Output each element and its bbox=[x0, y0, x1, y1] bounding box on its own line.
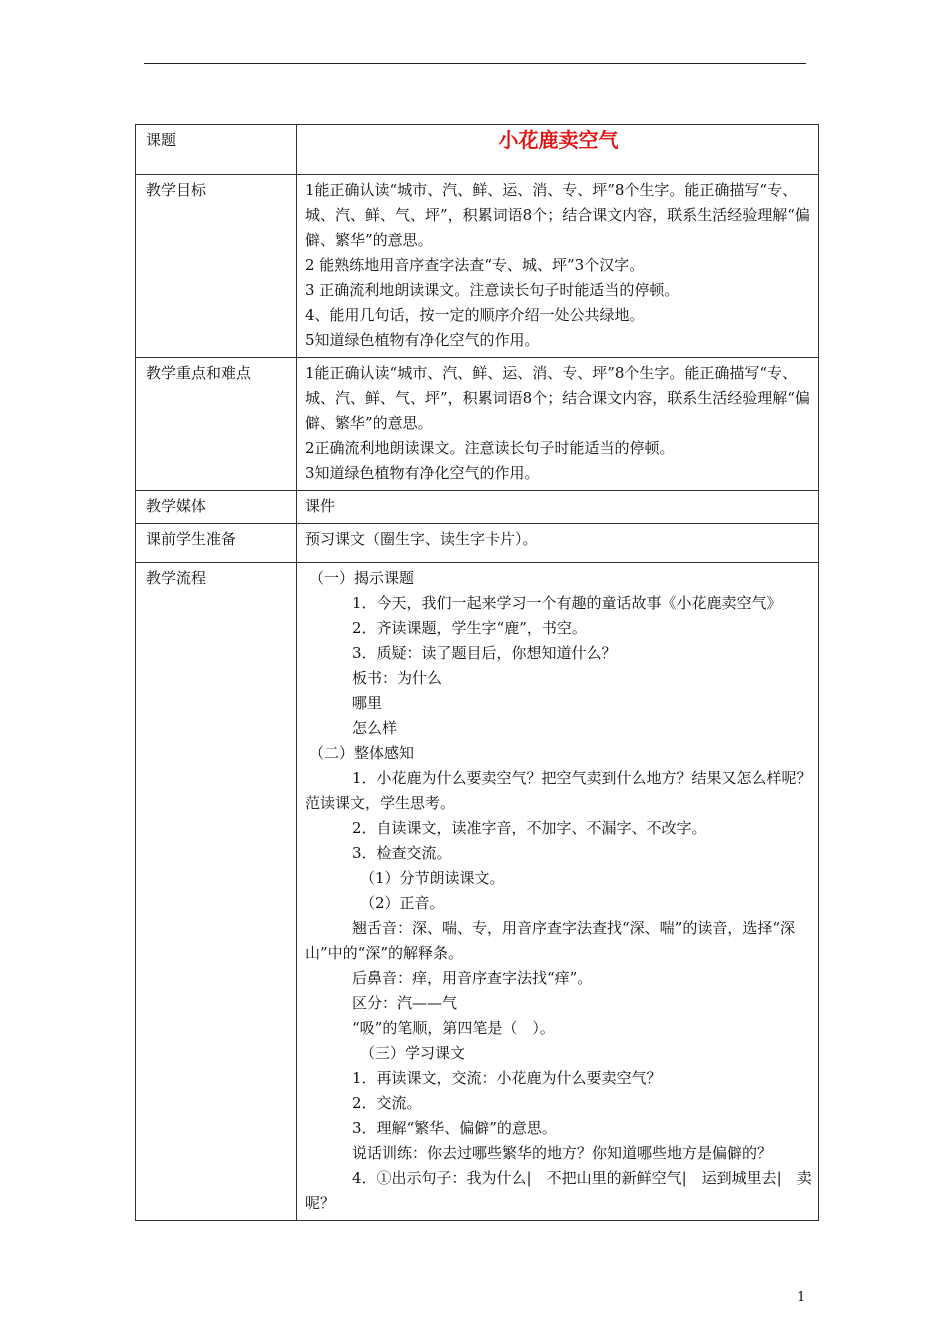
process-line: 1．小花鹿为什么要卖空气？把空气卖到什么地方？结果又怎么样呢？范读课文，学生思考。 bbox=[305, 769, 812, 812]
lesson-title-cell bbox=[297, 125, 819, 175]
process-line: 2．齐读课题，学生字“鹿”，书空。 bbox=[352, 619, 587, 637]
section-heading: （二）整体感知 bbox=[309, 744, 415, 762]
label-process: 教学流程 bbox=[136, 563, 297, 1221]
process-line: 哪里 bbox=[352, 694, 383, 712]
section-heading: （三）学习课文 bbox=[360, 1044, 466, 1062]
label-topic: 课题 bbox=[136, 125, 297, 175]
process-line: 翘舌音：深、喘、专，用音序查字法查找“深、喘”的读音，选择“深山”中的“深”的解释条。 bbox=[305, 919, 796, 962]
process-line: 说话训练：你去过哪些繁华的地方？你知道哪些地方是偏僻的？ bbox=[352, 1144, 773, 1162]
row-goals bbox=[136, 175, 819, 358]
row-process bbox=[136, 563, 819, 1221]
lesson-plan-table bbox=[135, 124, 819, 1221]
process-line: 1．今天，我们一起来学习一个有趣的童话故事《小花鹿卖空气》 bbox=[352, 594, 782, 612]
media-value: 课件 bbox=[297, 491, 819, 524]
goal-item: 2 能熟练地用音序查字法查“专、城、坪”3个汉字。 bbox=[305, 256, 645, 274]
row-topic bbox=[136, 125, 819, 175]
page-number: 1 bbox=[797, 1290, 806, 1305]
row-prep bbox=[136, 524, 819, 563]
label-key-points: 教学重点和难点 bbox=[136, 358, 297, 491]
row-media bbox=[136, 491, 819, 524]
process-line: “吸”的笔顺，第四笔是（ ）。 bbox=[352, 1019, 555, 1037]
process-line: 2．自读课文，读准字音，不加字、不漏字、不改字。 bbox=[352, 819, 707, 837]
label-goals: 教学目标 bbox=[136, 175, 297, 358]
process-line: 1．再读课文，交流：小花鹿为什么要卖空气？ bbox=[352, 1069, 662, 1087]
process-line: 板书：为什么 bbox=[352, 669, 443, 687]
key-point-item: 2正确流利地朗读课文。注意读长句子时能适当的停顿。 bbox=[305, 439, 675, 457]
process-line: 4．①出示句子：我为什么| 不把山里的新鲜空气| 运到城里去| 卖呢？ bbox=[305, 1169, 812, 1212]
goal-item: 1能正确认读“城市、汽、鲜、运、消、专、坪”8个生字。能正确描写“专、城、汽、鲜、气、坪”，积累词语8个；结合课文内容，联系生活经验理解“偏僻、繁华”的意思。 bbox=[305, 181, 810, 249]
process-line: 区分：汽——气 bbox=[352, 994, 458, 1012]
key-point-item: 3知道绿色植物有净化空气的作用。 bbox=[305, 464, 540, 482]
key-points-content bbox=[297, 358, 819, 491]
process-line: 怎么样 bbox=[352, 719, 398, 737]
row-key-points bbox=[136, 358, 819, 491]
lesson-title: 小花鹿卖空气 bbox=[498, 128, 619, 152]
goal-item: 3 正确流利地朗读课文。注意读长句子时能适当的停顿。 bbox=[305, 281, 680, 299]
prep-value: 预习课文（圈生字、读生字卡片）。 bbox=[297, 524, 819, 563]
process-line: （1）分节朗读课文。 bbox=[360, 869, 505, 887]
process-line: 2．交流。 bbox=[352, 1094, 422, 1112]
process-line: （2）正音。 bbox=[360, 894, 445, 912]
process-line: 后鼻音：痒，用音序查字法找“痒”。 bbox=[352, 969, 593, 987]
goal-item: 4、能用几句话，按一定的顺序介绍一处公共绿地。 bbox=[305, 306, 645, 324]
section-heading: （一）揭示课题 bbox=[309, 569, 415, 587]
process-line: 3．理解“繁华、偏僻”的意思。 bbox=[352, 1119, 557, 1137]
process-line: 3．检查交流。 bbox=[352, 844, 452, 862]
goals-content bbox=[297, 175, 819, 358]
header-rule bbox=[144, 63, 806, 64]
process-line: 3．质疑：读了题目后，你想知道什么？ bbox=[352, 644, 617, 662]
key-point-item: 1能正确认读“城市、汽、鲜、运、消、专、坪”8个生字。能正确描写“专、城、汽、鲜、气、坪”，积累词语8个；结合课文内容，联系生活经验理解“偏僻、繁华”的意思。 bbox=[305, 364, 810, 432]
label-prep: 课前学生准备 bbox=[136, 524, 297, 563]
process-content bbox=[297, 563, 819, 1221]
label-media: 教学媒体 bbox=[136, 491, 297, 524]
goal-item: 5知道绿色植物有净化空气的作用。 bbox=[305, 331, 540, 349]
